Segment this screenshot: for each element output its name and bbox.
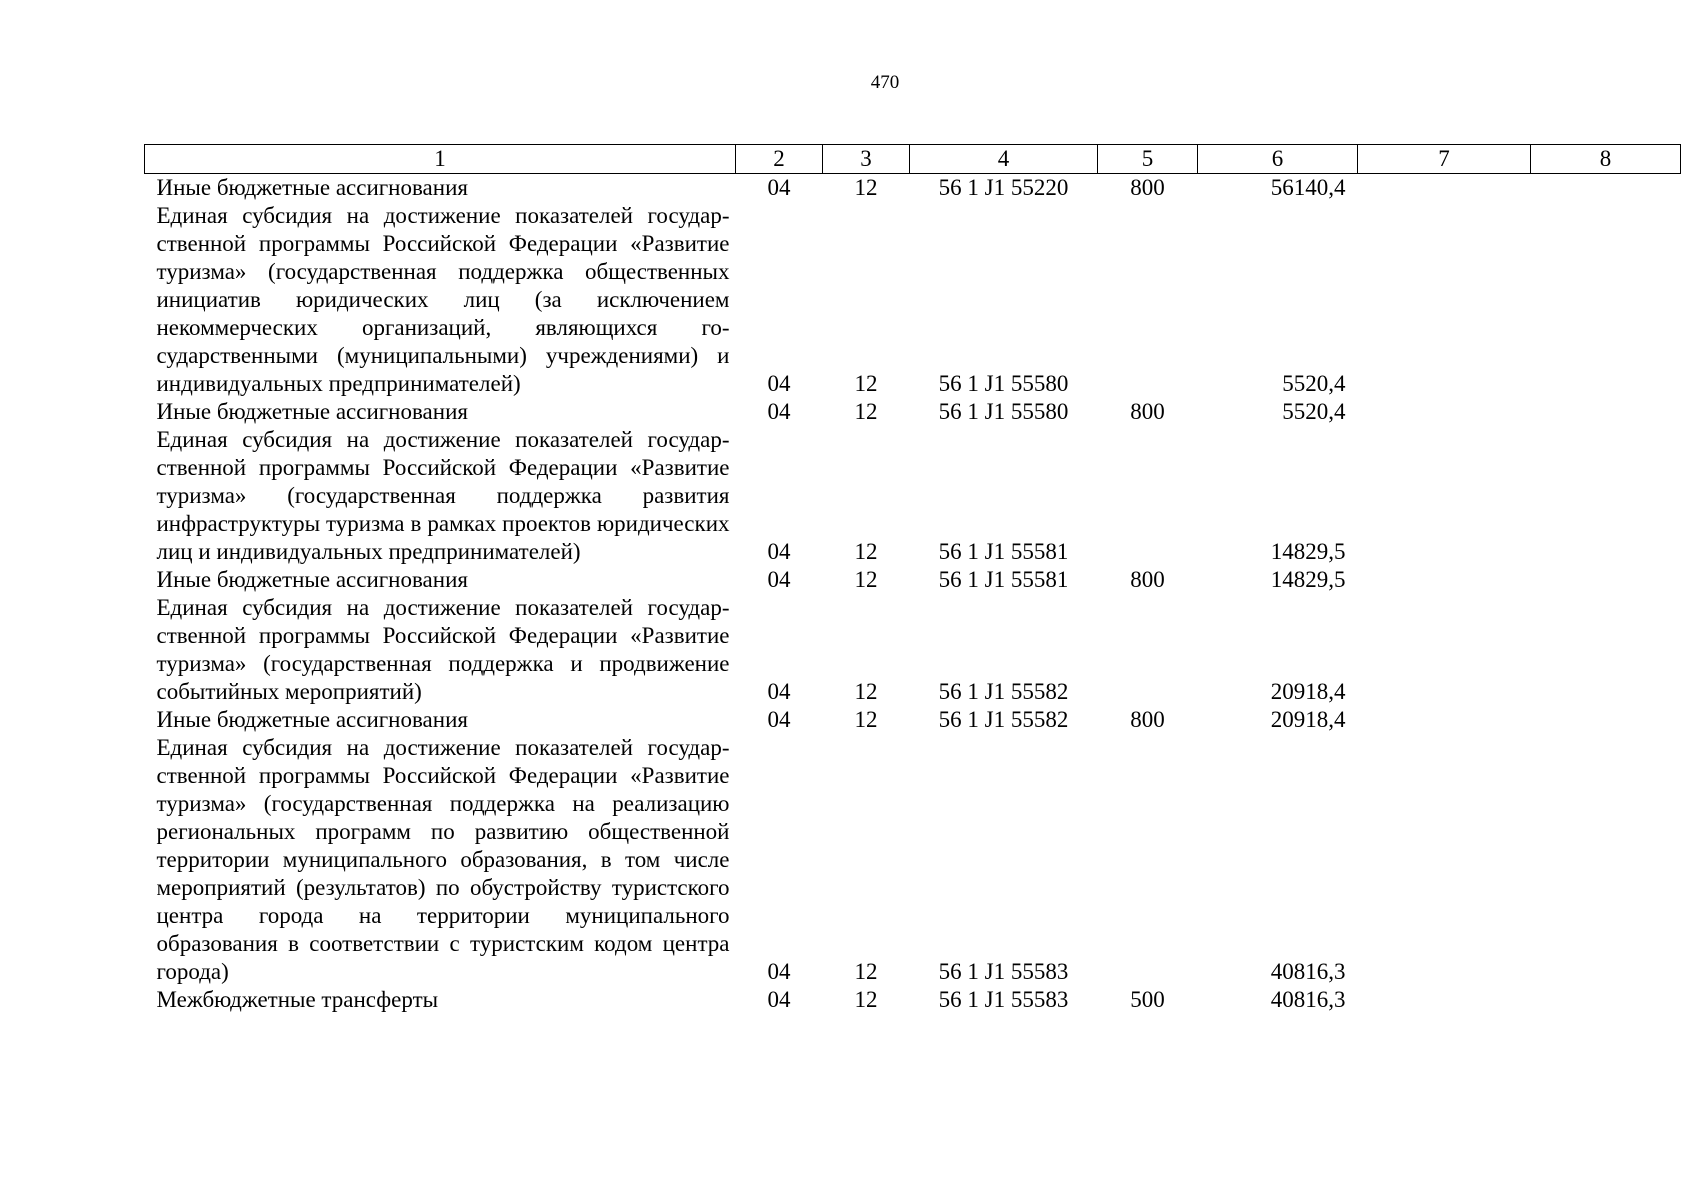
table-row <box>145 202 1681 398</box>
row-section: 04 <box>767 567 791 592</box>
row-name: Иные бюджетные ассигнования <box>156 175 468 200</box>
row-col-7 <box>1358 426 1531 566</box>
row-expense-type: 500 <box>1130 987 1165 1012</box>
row-subsection: 12 <box>854 707 878 732</box>
row-col-8 <box>1531 986 1681 1014</box>
row-col-8 <box>1531 174 1681 203</box>
row-amount: 40816,3 <box>1270 959 1346 984</box>
row-target-code: 56 1 J1 55581 <box>938 539 1069 564</box>
row-col-7 <box>1358 174 1531 203</box>
row-expense-type: 800 <box>1130 175 1165 200</box>
row-section: 04 <box>767 539 791 564</box>
row-col-8 <box>1531 706 1681 734</box>
row-section: 04 <box>767 399 791 424</box>
row-amount: 56140,4 <box>1270 175 1346 200</box>
row-target-code: 56 1 J1 55581 <box>938 567 1069 592</box>
budget-table <box>144 144 1681 1014</box>
row-section: 04 <box>767 707 791 732</box>
row-target-code: 56 1 J1 55582 <box>938 679 1069 704</box>
header-col-7: 7 <box>1358 145 1531 174</box>
row-col-7 <box>1358 202 1531 398</box>
row-col-7 <box>1358 398 1531 426</box>
table-row <box>145 594 1681 706</box>
table-header <box>145 145 1681 174</box>
row-target-code: 56 1 J1 55582 <box>938 707 1069 732</box>
row-name: Единая субсидия на достижение показателей государственной программы Российской Федерации «Развитие туризма» (государственная поддержка на реализацию региональных программ по развитию общественной территории муниципального образования, в том числе мероприятий (результатов) по обустройству туристского центра города на территории муниципального образования в соответствии с туристским кодом центра города) <box>156 735 730 984</box>
row-subsection: 12 <box>854 399 878 424</box>
row-target-code: 56 1 J1 55580 <box>938 399 1069 424</box>
row-col-7 <box>1358 706 1531 734</box>
row-col-7 <box>1358 986 1531 1014</box>
row-target-code: 56 1 J1 55583 <box>938 987 1069 1012</box>
row-expense-type <box>1098 594 1198 706</box>
row-expense-type: 800 <box>1130 567 1165 592</box>
row-col-7 <box>1358 594 1531 706</box>
row-amount: 14829,5 <box>1270 539 1346 564</box>
table-row <box>145 174 1681 203</box>
row-expense-type: 800 <box>1130 707 1165 732</box>
table-row <box>145 734 1681 986</box>
row-target-code: 56 1 J1 55220 <box>938 175 1069 200</box>
row-col-8 <box>1531 426 1681 566</box>
row-name: Единая субсидия на достижение показателей государственной программы Российской Федерации «Развитие туризма» (государственная поддержка и продвижение событийных мероприятий) <box>156 595 730 704</box>
table-row <box>145 986 1681 1014</box>
row-col-8 <box>1531 566 1681 594</box>
row-amount: 5520,4 <box>1282 371 1346 396</box>
row-subsection: 12 <box>854 539 878 564</box>
row-amount: 20918,4 <box>1270 707 1346 732</box>
row-expense-type: 800 <box>1130 399 1165 424</box>
header-col-5: 5 <box>1098 145 1198 174</box>
header-col-4: 4 <box>910 145 1098 174</box>
table-row <box>145 426 1681 566</box>
table-body <box>145 174 1681 1015</box>
row-target-code: 56 1 J1 55580 <box>938 371 1069 396</box>
row-amount: 20918,4 <box>1270 679 1346 704</box>
row-amount: 5520,4 <box>1282 399 1346 424</box>
table-row <box>145 566 1681 594</box>
row-subsection: 12 <box>854 959 878 984</box>
row-expense-type <box>1098 426 1198 566</box>
row-subsection: 12 <box>854 679 878 704</box>
row-name: Иные бюджетные ассигнования <box>156 707 468 732</box>
row-subsection: 12 <box>854 371 878 396</box>
row-section: 04 <box>767 371 791 396</box>
header-col-6: 6 <box>1198 145 1358 174</box>
table-row <box>145 398 1681 426</box>
header-col-3: 3 <box>823 145 910 174</box>
row-col-7 <box>1358 566 1531 594</box>
row-col-7 <box>1358 734 1531 986</box>
header-col-2: 2 <box>736 145 823 174</box>
page-number: 470 <box>870 72 900 93</box>
row-expense-type <box>1098 202 1198 398</box>
row-subsection: 12 <box>854 987 878 1012</box>
row-name: Межбюджетные трансферты <box>156 987 439 1012</box>
row-target-code: 56 1 J1 55583 <box>938 959 1069 984</box>
row-col-8 <box>1531 202 1681 398</box>
row-subsection: 12 <box>854 567 878 592</box>
table-row <box>145 706 1681 734</box>
row-col-8 <box>1531 594 1681 706</box>
row-amount: 40816,3 <box>1270 987 1346 1012</box>
row-name: Единая субсидия на достижение показателей государственной программы Российской Федерации «Развитие туризма» (государственная поддержка развития инфраструктуры туризма в рамках проектов юридических лиц и индивидуальных предпринимателей) <box>156 427 730 564</box>
row-col-8 <box>1531 734 1681 986</box>
header-col-1: 1 <box>145 145 736 174</box>
row-section: 04 <box>767 679 791 704</box>
row-subsection: 12 <box>854 175 878 200</box>
row-expense-type <box>1098 734 1198 986</box>
row-name: Единая субсидия на достижение показателей государственной программы Российской Федерации «Развитие туризма» (государственная поддержка общественных инициатив юридических лиц (за исключением некоммерческих организаций, являющихся государственными (муниципальными) учреждениями) и индивидуальных предпринимателей) <box>156 203 730 396</box>
header-row <box>145 145 1681 174</box>
row-amount: 14829,5 <box>1270 567 1346 592</box>
row-name: Иные бюджетные ассигнования <box>156 567 468 592</box>
row-name: Иные бюджетные ассигнования <box>156 399 468 424</box>
row-section: 04 <box>767 987 791 1012</box>
header-col-8: 8 <box>1531 145 1681 174</box>
row-col-8 <box>1531 398 1681 426</box>
row-section: 04 <box>767 175 791 200</box>
row-section: 04 <box>767 959 791 984</box>
